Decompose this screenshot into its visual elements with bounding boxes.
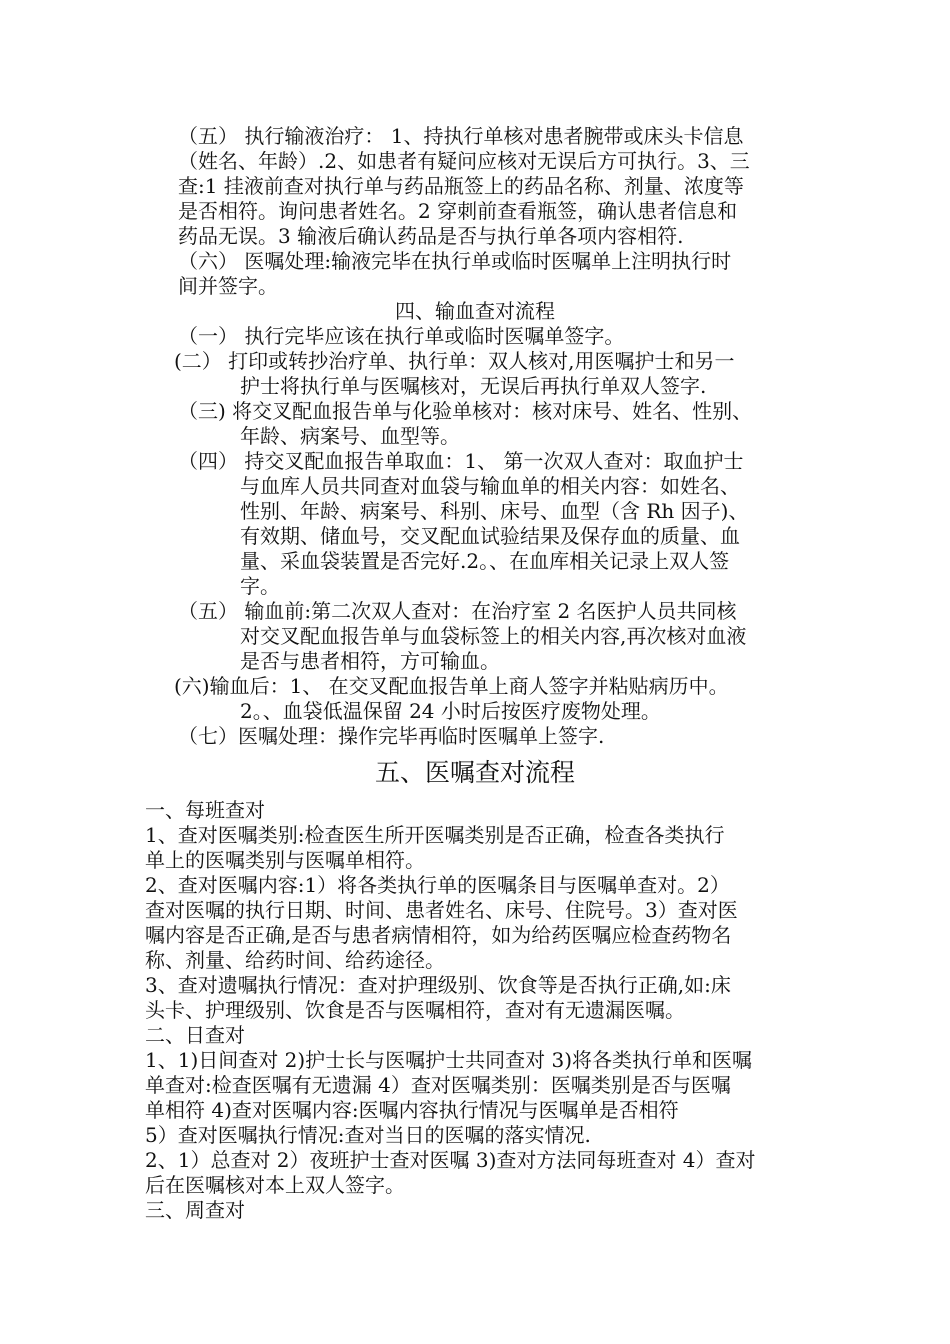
- text-line: （三) 将交叉配血报告单与化验单核对：核对床号、姓名、性别、: [178, 399, 753, 423]
- text-line: 是否相符。询问患者姓名。2 穿刺前查看瓶签，确认患者信息和: [178, 199, 738, 223]
- text-line: 后在医嘱核对本上双人签字。: [145, 1173, 405, 1197]
- text-line: 二、日查对: [145, 1023, 245, 1047]
- text-line: 三、周查对: [145, 1198, 245, 1222]
- text-line: 查对医嘱的执行日期、时间、患者姓名、床号、住院号。3）查对医: [145, 898, 738, 922]
- text-line: 1、1)日间查对 2)护士长与医嘱护士共同查对 3)将各类执行单和医嘱: [145, 1048, 753, 1072]
- text-line: 称、剂量、给药时间、给药途径。: [145, 948, 445, 972]
- text-line: (二） 打印或转抄治疗单、执行单：双人核对,用医嘱护士和另一: [174, 349, 735, 373]
- text-line: 2、1）总查对 2）夜班护士查对医嘱 3)查对方法同每班查对 4）查对: [145, 1148, 756, 1172]
- text-line: 3、查对遗嘱执行情况：查对护理级别、饮食等是否执行正确,如:床: [145, 973, 731, 997]
- text-line: 单查对:检查医嘱有无遗漏 4）查对医嘱类别：医嘱类别是否与医嘱: [145, 1073, 731, 1097]
- text-line: 一、每班查对: [145, 798, 265, 822]
- text-line: 单上的医嘱类别与医嘱单相符。: [145, 848, 425, 872]
- section-title-blood-transfusion: 四、输血查对流程: [395, 299, 555, 323]
- section-title-medical-order: 五、医嘱查对流程: [374, 758, 575, 787]
- text-line: （七）医嘱处理：操作完毕再临时医嘱单上签字.: [178, 724, 605, 748]
- text-line: （姓名、年龄）.2、如患者有疑问应核对无误后方可执行。3、三: [178, 149, 750, 173]
- text-line: （五） 执行输液治疗： 1、持执行单核对患者腕带或床头卡信息: [178, 124, 744, 148]
- text-line: （六） 医嘱处理:输液完毕在执行单或临时医嘱单上注明执行时: [178, 249, 732, 273]
- text-line: 有效期、储血号，交叉配血试验结果及保存血的质量、血: [240, 524, 740, 548]
- text-line: 头卡、护理级别、饮食是否与医嘱相符，查对有无遗漏医嘱。: [145, 998, 685, 1022]
- text-line: 护士将执行单与医嘱核对，无误后再执行单双人签字.: [240, 374, 707, 398]
- text-line: 间并签字。: [178, 274, 278, 298]
- text-line: 对交叉配血报告单与血袋标签上的相关内容,再次核对血液: [240, 624, 747, 648]
- text-line: （一） 执行完毕应该在执行单或临时医嘱单签字。: [178, 324, 625, 348]
- text-line: 2、查对医嘱内容:1）将各类执行单的医嘱条目与医嘱单查对。2）: [145, 873, 730, 897]
- text-line: 1、查对医嘱类别:检查医生所开医嘱类别是否正确，检查各类执行: [145, 823, 725, 847]
- text-line: 嘱内容是否正确,是否与患者病情相符，如为给药医嘱应检查药物名: [145, 923, 732, 947]
- text-line: 字。: [240, 574, 280, 598]
- text-line: 性别、年龄、病案号、科别、床号、血型（含 Rh 因子)、: [240, 499, 749, 523]
- text-line: 与血库人员共同查对血袋与输血单的相关内容：如姓名、: [240, 474, 740, 498]
- text-line: （四） 持交叉配血报告单取血：1、 第一次双人查对：取血护士: [178, 449, 744, 473]
- text-line: 药品无误。3 输液后确认药品是否与执行单各项内容相符.: [178, 224, 684, 248]
- text-line: （五） 输血前:第二次双人查对：在治疗室 2 名医护人员共同核: [178, 599, 737, 623]
- text-line: 年龄、病案号、血型等。: [240, 424, 460, 448]
- text-line: 量、采血袋装置是否完好.2。、在血库相关记录上双人签: [240, 549, 730, 573]
- text-line: 5）查对医嘱执行情况:查对当日的医嘱的落实情况.: [145, 1123, 591, 1147]
- text-line: 单相符 4)查对医嘱内容:医嘱内容执行情况与医嘱单是否相符: [145, 1098, 679, 1122]
- text-line: 是否与患者相符，方可输血。: [240, 649, 500, 673]
- text-line: 2。、血袋低温保留 24 小时后按医疗废物处理。: [240, 699, 661, 723]
- text-line: 查:1 挂液前查对执行单与药品瓶签上的药品名称、剂量、浓度等: [178, 174, 744, 198]
- text-line: (六)输血后：1、 在交叉配血报告单上商人签字并粘贴病历中。: [174, 674, 729, 698]
